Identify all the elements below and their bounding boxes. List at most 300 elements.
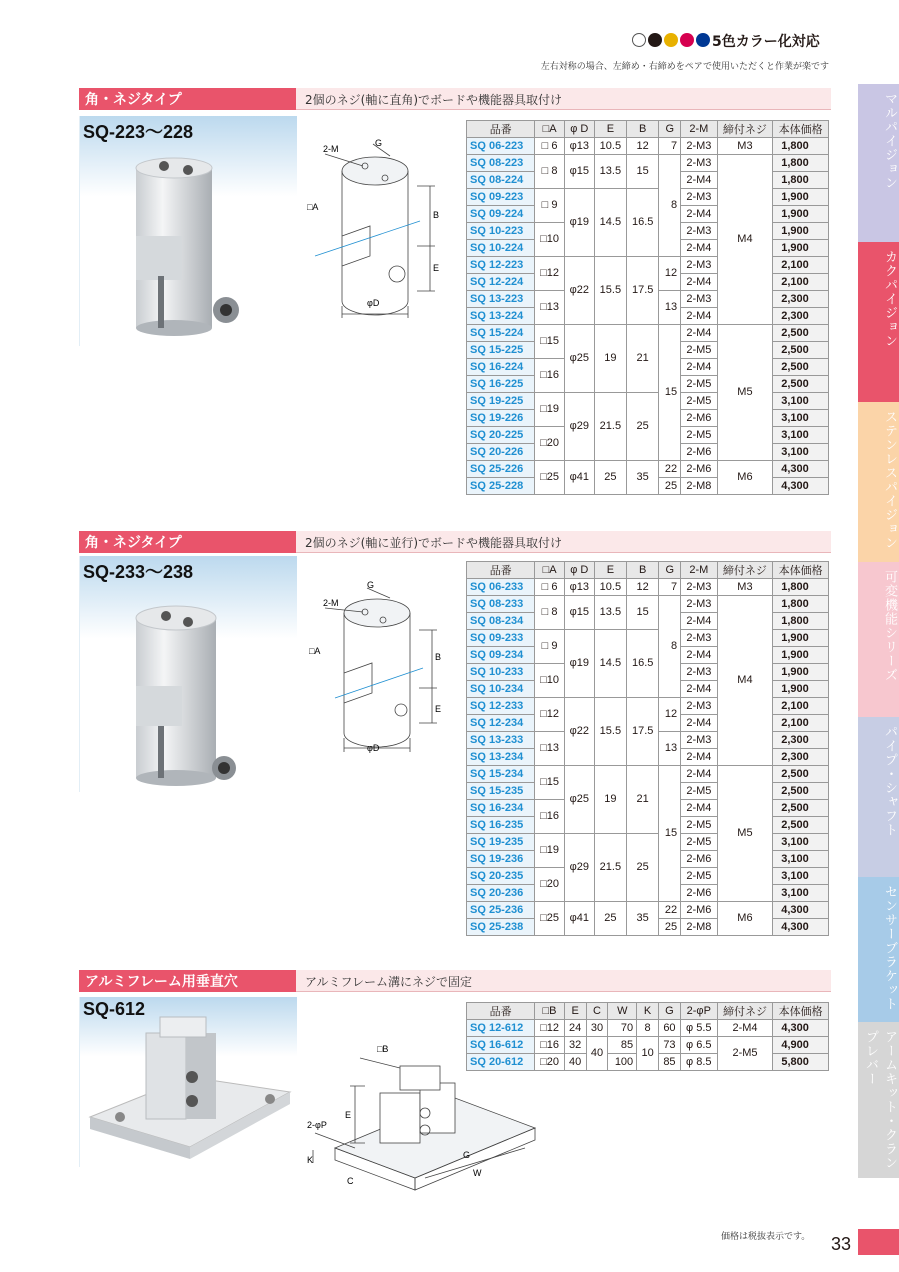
dim-G: 25 [659, 919, 681, 936]
thread-M: 2-M6 [681, 851, 717, 868]
part-number: SQ 08-223 [467, 155, 535, 172]
part-number: SQ 09-223 [467, 189, 535, 206]
size-B: □16 [535, 1037, 564, 1054]
dim-G: 8 [659, 596, 681, 698]
table-row [467, 138, 829, 155]
dim-E: 32 [564, 1037, 586, 1054]
label-B: B [433, 210, 440, 220]
diameter-D: φ41 [564, 902, 594, 936]
diameter-D: φ19 [564, 189, 594, 257]
dim-C: 40 [586, 1037, 608, 1071]
thread-M: 2-M3 [681, 189, 717, 206]
category-tabs [858, 84, 899, 1178]
part-number: SQ 13-234 [467, 749, 535, 766]
diameter-D: φ25 [564, 325, 594, 393]
part-number: SQ 13-224 [467, 308, 535, 325]
product-name: SQ-612 [83, 999, 146, 1019]
size-A: □19 [535, 393, 564, 427]
hole-P: φ 8.5 [680, 1054, 717, 1071]
label-D: φD [367, 743, 380, 753]
thread-M: 2-M8 [681, 478, 717, 495]
color-dot-white [632, 33, 646, 47]
part-number: SQ 20-235 [467, 868, 535, 885]
price: 1,800 [773, 613, 829, 630]
part-number: SQ 12-234 [467, 715, 535, 732]
part-number: SQ 10-223 [467, 223, 535, 240]
table-row [467, 834, 829, 851]
size-A: □16 [535, 800, 564, 834]
part-number: SQ 20-612 [467, 1054, 535, 1071]
dim-W: 70 [608, 1020, 637, 1037]
label-P: 2-φP [307, 1120, 327, 1130]
price: 2,100 [773, 274, 829, 291]
diameter-D: φ22 [564, 257, 594, 325]
table-header: φ D [564, 562, 594, 579]
table-header: K [637, 1003, 659, 1020]
table-row [467, 325, 829, 342]
dim-G: 8 [659, 155, 681, 257]
spec-table-1 [466, 120, 829, 495]
part-number: SQ 25-238 [467, 919, 535, 936]
diameter-D: φ15 [564, 155, 594, 189]
thread-M: 2-M4 [681, 749, 717, 766]
category-tab[interactable]: ステンレスパイジョン [858, 402, 899, 562]
part-number: SQ 08-233 [467, 596, 535, 613]
part-number: SQ 19-225 [467, 393, 535, 410]
price: 1,800 [773, 579, 829, 596]
dim-B: 17.5 [627, 257, 659, 325]
part-number: SQ 10-224 [467, 240, 535, 257]
dim-G: 15 [659, 325, 681, 461]
table-header: □A [535, 121, 564, 138]
price: 2,300 [773, 749, 829, 766]
price: 4,300 [773, 461, 829, 478]
part-number: SQ 20-226 [467, 444, 535, 461]
thread-M: 2-M4 [681, 206, 717, 223]
dim-E: 19 [594, 325, 626, 393]
price: 5,800 [773, 1054, 829, 1071]
product-panel-3 [79, 997, 297, 1167]
part-number: SQ 06-233 [467, 579, 535, 596]
dim-G: 7 [659, 138, 681, 155]
label-A: □A [307, 202, 319, 212]
thread-M: 2-M5 [681, 342, 717, 359]
thread-M: 2-M3 [681, 698, 717, 715]
thread-M: 2-M6 [681, 902, 717, 919]
dim-K: 8 [637, 1020, 659, 1037]
table-header: 本体価格 [773, 1003, 829, 1020]
table-header: φ D [564, 121, 594, 138]
thread-M: 2-M4 [681, 172, 717, 189]
section-header-3 [79, 970, 831, 992]
part-number: SQ 10-234 [467, 681, 535, 698]
diameter-D: φ41 [564, 461, 594, 495]
product-photo-sq223 [80, 116, 298, 346]
dim-G: 15 [659, 766, 681, 902]
dim-G: 13 [659, 732, 681, 766]
product-photo-sq233 [80, 556, 298, 792]
category-tab[interactable]: アームキット・クランプレバー [858, 1022, 899, 1178]
clamp-screw: M4 [717, 155, 773, 325]
price: 3,100 [773, 834, 829, 851]
label-2M: 2-M [323, 144, 339, 154]
price: 2,500 [773, 325, 829, 342]
part-number: SQ 12-223 [467, 257, 535, 274]
table-header: E [594, 562, 626, 579]
part-number: SQ 15-234 [467, 766, 535, 783]
size-A: □20 [535, 868, 564, 902]
thread-M: 2-M4 [681, 766, 717, 783]
thread-M: 2-M5 [681, 817, 717, 834]
dim-G: 25 [659, 478, 681, 495]
dim-G: 85 [659, 1054, 681, 1071]
price: 2,100 [773, 257, 829, 274]
thread-M: 2-M6 [681, 410, 717, 427]
thread-M: 2-M3 [681, 664, 717, 681]
category-tab[interactable]: マルパイジョン [858, 84, 899, 242]
dim-G: 12 [659, 257, 681, 291]
table-header: 締付ネジ [717, 1003, 773, 1020]
price: 1,800 [773, 155, 829, 172]
dim-E: 24 [564, 1020, 586, 1037]
part-number: SQ 09-224 [467, 206, 535, 223]
color-dot-black [648, 33, 662, 47]
thread-M: 2-M3 [681, 732, 717, 749]
table-header: G [659, 562, 681, 579]
clamp-screw: M5 [717, 325, 773, 461]
spec-table-2 [466, 561, 829, 936]
table-row [467, 766, 829, 783]
table-row [467, 189, 829, 206]
table-header: 品番 [467, 562, 535, 579]
size-A: □ 8 [535, 155, 564, 189]
dim-B: 35 [627, 461, 659, 495]
thread-M: 2-M6 [681, 444, 717, 461]
dimension-diagram-1 [305, 126, 460, 326]
label-G: G [463, 1150, 471, 1160]
dim-G: 7 [659, 579, 681, 596]
section-description: アルミフレーム溝にネジで固定 [305, 975, 473, 989]
diameter-D: φ13 [564, 579, 594, 596]
thread-M: 2-M6 [681, 885, 717, 902]
product-panel-2 [79, 556, 297, 792]
price: 3,100 [773, 444, 829, 461]
color-dot-blue [696, 33, 710, 47]
part-number: SQ 25-226 [467, 461, 535, 478]
size-B: □12 [535, 1020, 564, 1037]
price: 3,100 [773, 393, 829, 410]
price: 1,800 [773, 596, 829, 613]
dim-E: 25 [594, 902, 626, 936]
size-A: □25 [535, 902, 564, 936]
size-A: □13 [535, 291, 564, 325]
dim-W: 85 [608, 1037, 637, 1054]
price: 1,900 [773, 223, 829, 240]
size-A: □ 9 [535, 189, 564, 223]
size-A: □16 [535, 359, 564, 393]
size-A: □13 [535, 732, 564, 766]
table-header: 2-φP [680, 1003, 717, 1020]
size-A: □12 [535, 257, 564, 291]
product-name: SQ-233〜238 [83, 562, 194, 582]
page-accent-bar [858, 1229, 899, 1255]
thread-M: 2-M4 [681, 681, 717, 698]
table-row [467, 1020, 829, 1037]
page-number: 33 [831, 1234, 852, 1254]
label-E: E [435, 704, 442, 714]
label-W: W [473, 1168, 482, 1178]
table-row [467, 630, 829, 647]
part-number: SQ 10-233 [467, 664, 535, 681]
dim-B: 15 [627, 596, 659, 630]
thread-M: 2-M4 [681, 308, 717, 325]
thread-M: 2-M4 [681, 647, 717, 664]
clamp-screw: M6 [717, 902, 773, 936]
label-E: E [345, 1110, 352, 1120]
part-number: SQ 19-235 [467, 834, 535, 851]
category-tab[interactable]: 可変機能シリーズ [858, 562, 899, 717]
dim-G: 22 [659, 461, 681, 478]
price: 3,100 [773, 885, 829, 902]
table-header: 本体価格 [773, 121, 829, 138]
thread-M: 2-M4 [681, 800, 717, 817]
dim-E: 10.5 [594, 138, 626, 155]
part-number: SQ 12-233 [467, 698, 535, 715]
price: 1,900 [773, 206, 829, 223]
dim-E: 15.5 [594, 257, 626, 325]
part-number: SQ 16-224 [467, 359, 535, 376]
part-number: SQ 19-226 [467, 410, 535, 427]
dim-B: 16.5 [627, 189, 659, 257]
thread-M: 2-M5 [681, 376, 717, 393]
size-A: □15 [535, 325, 564, 359]
part-number: SQ 13-223 [467, 291, 535, 308]
part-number: SQ 15-225 [467, 342, 535, 359]
part-number: SQ 13-233 [467, 732, 535, 749]
price: 4,900 [773, 1037, 829, 1054]
dim-E: 13.5 [594, 596, 626, 630]
label-2M: 2-M [323, 598, 339, 608]
dim-W: 100 [608, 1054, 637, 1071]
thread-M: 2-M5 [681, 427, 717, 444]
label-B-square: □B [377, 1044, 389, 1054]
clamp-screw: 2-M4 [717, 1020, 773, 1037]
price: 2,300 [773, 308, 829, 325]
part-number: SQ 16-235 [467, 817, 535, 834]
thread-M: 2-M5 [681, 834, 717, 851]
thread-M: 2-M4 [681, 359, 717, 376]
dim-B: 21 [627, 766, 659, 834]
table-header: G [659, 1003, 681, 1020]
price: 1,900 [773, 647, 829, 664]
price: 1,900 [773, 681, 829, 698]
part-number: SQ 08-224 [467, 172, 535, 189]
part-number: SQ 06-223 [467, 138, 535, 155]
table-header: E [564, 1003, 586, 1020]
category-tab[interactable]: パイプ・シャフト [858, 717, 899, 877]
table-header: 2-M [681, 121, 717, 138]
table-header: 品番 [467, 121, 535, 138]
thread-M: 2-M4 [681, 325, 717, 342]
section-description: 2個のネジ(軸に直角)でボードや機能器具取付け [305, 93, 562, 107]
part-number: SQ 16-225 [467, 376, 535, 393]
size-A: □15 [535, 766, 564, 800]
price: 1,800 [773, 172, 829, 189]
clamp-screw: M6 [717, 461, 773, 495]
category-tab[interactable]: カクパイジョン [858, 242, 899, 402]
category-tab[interactable]: センサーブラケット [858, 877, 899, 1022]
part-number: SQ 09-234 [467, 647, 535, 664]
table-header: 本体価格 [773, 562, 829, 579]
size-A: □20 [535, 427, 564, 461]
table-row [467, 902, 829, 919]
table-header: B [627, 121, 659, 138]
product-panel-1 [79, 116, 297, 346]
price: 4,300 [773, 919, 829, 936]
part-number: SQ 16-612 [467, 1037, 535, 1054]
dim-E: 14.5 [594, 189, 626, 257]
dim-B: 15 [627, 155, 659, 189]
table-row [467, 393, 829, 410]
table-row [467, 579, 829, 596]
price: 2,300 [773, 291, 829, 308]
price: 2,500 [773, 766, 829, 783]
section-tag: 角・ネジタイプ [79, 88, 296, 110]
part-number: SQ 25-228 [467, 478, 535, 495]
dim-G: 73 [659, 1037, 681, 1054]
part-number: SQ 19-236 [467, 851, 535, 868]
color-dot-yellow [664, 33, 678, 47]
table-header: B [627, 562, 659, 579]
dim-E: 13.5 [594, 155, 626, 189]
dim-E: 15.5 [594, 698, 626, 766]
table-header: W [608, 1003, 637, 1020]
part-number: SQ 09-233 [467, 630, 535, 647]
clamp-screw: 2-M5 [717, 1037, 773, 1071]
section-header-2 [79, 531, 831, 553]
dim-G: 13 [659, 291, 681, 325]
diameter-D: φ15 [564, 596, 594, 630]
dim-E: 10.5 [594, 579, 626, 596]
part-number: SQ 15-224 [467, 325, 535, 342]
label-G: G [367, 580, 375, 590]
dim-B: 12 [627, 138, 659, 155]
dim-E: 21.5 [594, 393, 626, 461]
dim-E: 19 [594, 766, 626, 834]
table-header: □B [535, 1003, 564, 1020]
diameter-D: φ29 [564, 834, 594, 902]
dimension-diagram-2 [305, 568, 460, 768]
table-header: G [659, 121, 681, 138]
hole-P: φ 5.5 [680, 1020, 717, 1037]
thread-M: 2-M3 [681, 596, 717, 613]
label-A: □A [309, 646, 321, 656]
table-header: 締付ネジ [717, 121, 773, 138]
diameter-D: φ22 [564, 698, 594, 766]
price: 2,500 [773, 359, 829, 376]
clamp-screw: M3 [717, 579, 773, 596]
size-A: □10 [535, 223, 564, 257]
price: 2,500 [773, 817, 829, 834]
part-number: SQ 20-225 [467, 427, 535, 444]
product-photo-sq612 [80, 997, 298, 1167]
dim-B: 12 [627, 579, 659, 596]
thread-M: 2-M3 [681, 257, 717, 274]
diameter-D: φ29 [564, 393, 594, 461]
size-A: □ 6 [535, 138, 564, 155]
thread-M: 2-M3 [681, 630, 717, 647]
section-description: 2個のネジ(軸に並行)でボードや機能器具取付け [305, 536, 562, 550]
thread-M: 2-M3 [681, 223, 717, 240]
thread-M: 2-M4 [681, 274, 717, 291]
dim-E: 40 [564, 1054, 586, 1071]
thread-M: 2-M3 [681, 138, 717, 155]
color-support-title: 5色カラー化対応 [712, 34, 820, 50]
section-tag: 角・ネジタイプ [79, 531, 296, 553]
table-row [467, 257, 829, 274]
dim-B: 21 [627, 325, 659, 393]
label-C: C [347, 1176, 354, 1186]
table-header: E [594, 121, 626, 138]
price: 2,500 [773, 376, 829, 393]
table-header: □A [535, 562, 564, 579]
thread-M: 2-M4 [681, 715, 717, 732]
dim-G: 22 [659, 902, 681, 919]
table-row [467, 461, 829, 478]
price: 3,100 [773, 851, 829, 868]
thread-M: 2-M4 [681, 240, 717, 257]
price: 1,900 [773, 664, 829, 681]
table-row [467, 596, 829, 613]
usage-note: 左右対称の場合、左締め・右締めをペアで使用いただくと作業が楽です [540, 62, 829, 72]
price: 1,800 [773, 138, 829, 155]
label-G: G [375, 138, 383, 148]
size-A: □19 [535, 834, 564, 868]
thread-M: 2-M3 [681, 155, 717, 172]
price: 2,500 [773, 800, 829, 817]
label-D: φD [367, 298, 380, 308]
dim-B: 25 [627, 834, 659, 902]
table-header: 2-M [681, 562, 717, 579]
price: 2,500 [773, 342, 829, 359]
part-number: SQ 15-235 [467, 783, 535, 800]
size-A: □10 [535, 664, 564, 698]
price: 2,500 [773, 783, 829, 800]
dim-G: 60 [659, 1020, 681, 1037]
dim-G: 12 [659, 698, 681, 732]
part-number: SQ 08-234 [467, 613, 535, 630]
diameter-D: φ19 [564, 630, 594, 698]
diameter-D: φ25 [564, 766, 594, 834]
spec-table-3 [466, 1002, 829, 1071]
dim-C: 30 [586, 1020, 608, 1037]
size-B: □20 [535, 1054, 564, 1071]
table-header: 締付ネジ [717, 562, 773, 579]
price: 3,100 [773, 427, 829, 444]
price: 1,900 [773, 630, 829, 647]
dim-B: 17.5 [627, 698, 659, 766]
dim-B: 35 [627, 902, 659, 936]
dim-B: 25 [627, 393, 659, 461]
table-header: 品番 [467, 1003, 535, 1020]
thread-M: 2-M4 [681, 613, 717, 630]
price: 4,300 [773, 902, 829, 919]
dim-B: 16.5 [627, 630, 659, 698]
dim-E: 14.5 [594, 630, 626, 698]
price: 2,100 [773, 698, 829, 715]
clamp-screw: M5 [717, 766, 773, 902]
color-dot-red [680, 33, 694, 47]
